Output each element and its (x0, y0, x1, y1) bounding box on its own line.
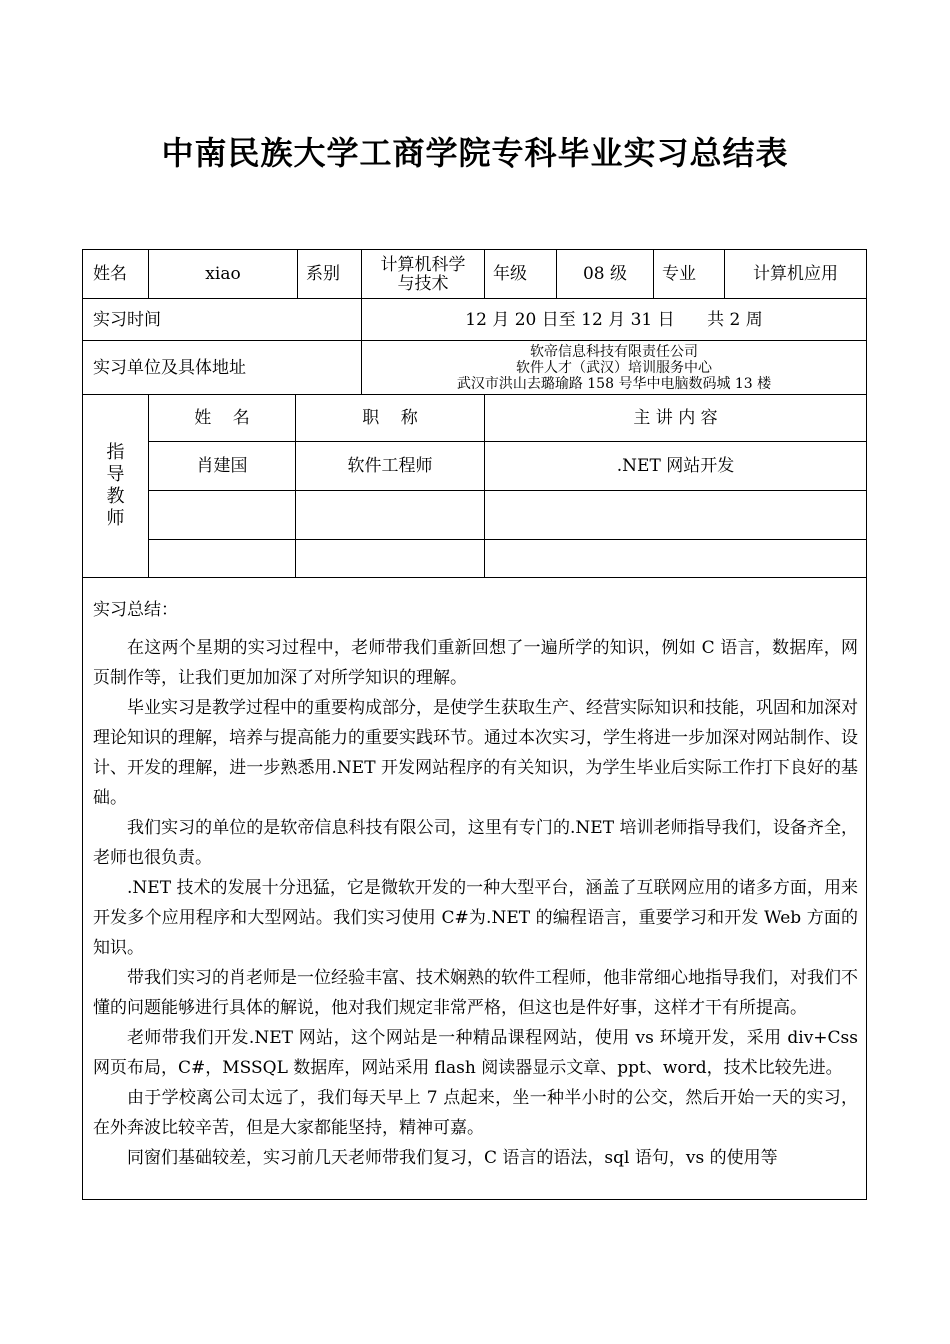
internship-time-value: 12 月 20 日至 12 月 31 日 共 2 周 (465, 309, 763, 330)
summary-paragraph: 毕业实习是教学过程中的重要构成部分，是使学生获取生产、经营实际知识和技能，巩固和加深对理论知识的理解，培养与提高能力的重要实践环节。通过本次实习，学生将进一步加深对网站制作、设计、开发的理解，进一步熟悉用.NET 开发网站程序的有关知识，为学生毕业后实际工作打下良好的基础。 (93, 698, 858, 808)
department-value-line1: 计算机科学 (380, 255, 466, 275)
mentor-row-name (149, 540, 295, 577)
internship-unit-label: 实习单位及具体地址 (93, 357, 246, 378)
major-label: 专业 (662, 264, 696, 284)
mentor-row-title (296, 491, 484, 539)
page-title: 中南民族大学工商学院专科毕业实习总结表 (161, 134, 789, 172)
internship-time-label: 实习时间 (93, 309, 161, 330)
mentor-row-title: 软件工程师 (347, 456, 433, 476)
company-name: 软帝信息科技有限责任公司 (530, 343, 698, 360)
mentor-row-title (296, 540, 484, 577)
mentor-row-content: .NET 网站开发 (616, 456, 735, 476)
grade-value: 08 级 (582, 264, 628, 284)
summary-form-table (82, 249, 867, 1200)
internship-summary (93, 595, 858, 1173)
mentor-header-title: 职 称 (362, 408, 418, 428)
company-address: 武汉市洪山去璐瑜路 158 号华中电脑数码城 13 楼 (456, 375, 772, 392)
mentor-header-name: 姓 名 (194, 408, 250, 428)
mentor-header-content: 主 讲 内 容 (633, 408, 718, 428)
department-value-line2: 与技术 (397, 274, 449, 294)
summary-paragraph: 带我们实习的肖老师是一位经验丰富、技术娴熟的软件工程师，他非常细心地指导我们，对我们不懂的问题能够进行具体的解说，他对我们规定非常严格，但这也是件好事，这样才干有所提高。 (93, 968, 858, 1018)
summary-paragraph: 同窗们基础较差，实习前几天老师带我们复习，C 语言的语法，sql 语句，vs 的使用等 (127, 1148, 778, 1168)
mentor-row-content (485, 540, 866, 577)
summary-paragraph: 老师带我们开发.NET 网站，这个网站是一种精品课程网站，使用 vs 环境开发，采用 div+Css 网页布局，C#，MSSQL 数据库，网站采用 flash 阅读器显示文章、ppt、word，技术比较先进。 (93, 1028, 858, 1078)
department-value (362, 252, 484, 298)
mentor-row-name: 肖建国 (196, 456, 248, 476)
training-center: 软件人才（武汉）培训服务中心 (516, 359, 712, 376)
mentor-side-label: 指 导 教 师 (106, 442, 125, 529)
name-value: xiao (205, 264, 241, 284)
major-value: 计算机应用 (753, 264, 838, 284)
summary-paragraph: 由于学校离公司太远了，我们每天早上 7 点起来，坐一种半小时的公交，然后开始一天的实习，在外奔波比较辛苦，但是大家都能坚持，精神可嘉。 (93, 1088, 858, 1138)
internship-unit-address (362, 341, 866, 394)
summary-paragraph: 在这两个星期的实习过程中，老师带我们重新回想了一遍所学的知识，例如 C 语言，数据库，网页制作等，让我们更加加深了对所学知识的理解。 (93, 638, 858, 688)
summary-paragraph: 我们实习的单位的是软帝信息科技有限公司，这里有专门的.NET 培训老师指导我们，设备齐全，老师也很负责。 (93, 818, 858, 868)
mentor-row-content (485, 491, 866, 539)
summary-paragraph: .NET 技术的发展十分迅猛，它是微软开发的一种大型平台，涵盖了互联网应用的诸多方面，用来开发多个应用程序和大型网站。我们实习使用 C#为.NET 的编程语言，重要学习和开发 Web 方面的知识。 (93, 878, 858, 958)
department-label: 系别 (306, 264, 340, 284)
name-label: 姓名 (93, 264, 127, 284)
summary-heading: 实习总结： (93, 600, 178, 620)
grade-label: 年级 (493, 264, 527, 284)
mentor-row-name (149, 491, 295, 539)
